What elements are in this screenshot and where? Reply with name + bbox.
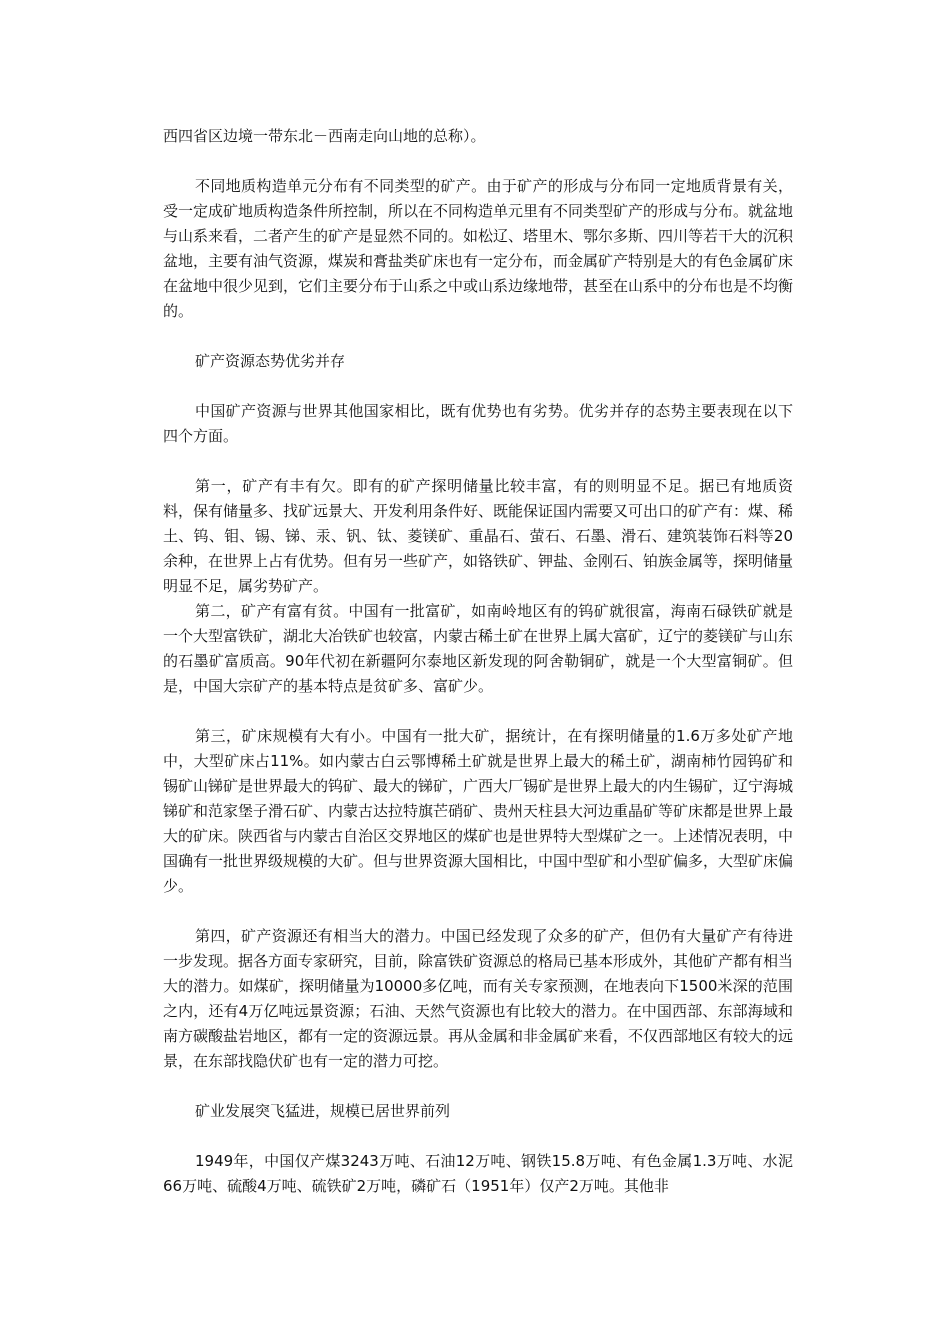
paragraph-gap bbox=[163, 1074, 793, 1099]
paragraph-gap bbox=[163, 1124, 793, 1149]
paragraph-fourth-point: 第四，矿产资源还有相当大的潜力。中国已经发现了众多的矿产，但仍有大量矿产有待进一步发现。据各方面专家研究，目前，除富铁矿资源总的格局已基本形成外，其他矿产都有相当大的潜力。如煤矿，探明储量为10000多亿吨，而有关专家预测，在地表向下1500米深的范围之内，还有4万亿吨远景资源；石油、天然气资源也有比较大的潜力。在中国西部、东部海域和南方碳酸盐岩地区，都有一定的资源远景。再从金属和非金属矿来看，不仅西部地区有较大的远景，在东部找隐伏矿也有一定的潜力可挖。 bbox=[163, 927, 794, 1070]
paragraph-gap bbox=[163, 449, 793, 474]
section-heading-mining: 矿业发展突飞猛进，规模已居世界前列 bbox=[195, 1102, 451, 1120]
paragraph-gap bbox=[163, 699, 793, 724]
paragraph-third-point: 第三，矿床规模有大有小。中国有一批大矿，据统计，在有探明储量的1.6万多处矿产地中，大型矿床占11%。如内蒙古白云鄂博稀土矿就是世界上最大的稀土矿，湖南柿竹园钨矿和锡矿山锑矿是世界最大的钨矿、最大的锑矿，广西大厂锡矿是世界上最大的内生锡矿，辽宁海城锑矿和范家堡子滑石矿、内蒙古达拉特旗芒硝矿、贵州天柱县大河边重晶矿等矿床都是世界上最大的矿床。陕西省与内蒙古自治区交界地区的煤矿也是世界特大型煤矿之一。上述情况表明，中国确有一批世界级规模的大矿。但与世界资源大国相比，中国中型矿和小型矿偏多，大型矿床偏少。 bbox=[163, 727, 794, 895]
paragraph-gap bbox=[163, 899, 793, 924]
paragraph-overview: 中国矿产资源与世界其他国家相比，既有优势也有劣势。优劣并存的态势主要表现在以下四个方面。 bbox=[163, 402, 793, 445]
paragraph-gap bbox=[163, 374, 793, 399]
paragraph-second-point: 第二，矿产有富有贫。中国有一批富矿，如南岭地区有的钨矿就很富，海南石碌铁矿就是一个大型富铁矿，湖北大冶铁矿也较富，内蒙古稀土矿在世界上属大富矿，辽宁的菱镁矿与山东的石墨矿富质高。90年代初在新疆阿尔泰地区新发现的阿舍勒铜矿，就是一个大型富铜矿。但是，中国大宗矿产的基本特点是贫矿多、富矿少。 bbox=[163, 602, 794, 695]
paragraph-1949-output: 1949年，中国仅产煤3243万吨、石油12万吨、钢铁15.8万吨、有色金属1.3万吨、水泥66万吨、硫酸4万吨、硫铁矿2万吨，磷矿石（1951年）仅产2万吨。其他非 bbox=[163, 1152, 793, 1195]
document-body bbox=[163, 124, 793, 1199]
paragraph-geologic-units: 不同地质构造单元分布有不同类型的矿产。由于矿产的形成与分布同一定地质背景有关，受一定成矿地质构造条件所控制，所以在不同构造单元里有不同类型矿产的形成与分布。就盆地与山系来看，二者产生的矿产是显然不同的。如松辽、塔里木、鄂尔多斯、四川等若干大的沉积盆地，主要有油气资源，煤炭和膏盐类矿床也有一定分布，而金属矿产特别是大的有色金属矿床在盆地中很少见到，它们主要分布于山系之中或山系边缘地带，甚至在山系中的分布也是不均衡的。 bbox=[163, 177, 794, 320]
paragraph-gap bbox=[163, 149, 793, 174]
paragraph-continuation: 西四省区边境一带东北－西南走向山地的总称）。 bbox=[163, 127, 486, 145]
paragraph-first-point: 第一，矿产有丰有欠。即有的矿产探明储量比较丰富，有的则明显不足。据已有地质资料，保有储量多、找矿远景大、开发利用条件好、既能保证国内需要又可出口的矿产有：煤、稀土、钨、钼、锡、锑、汞、钒、钛、菱镁矿、重晶石、萤石、石墨、滑石、建筑装饰石料等20余种，在世界上占有优势。但有另一些矿产，如铬铁矿、钾盐、金刚石、铂族金属等，探明储量明显不足，属劣势矿产。 bbox=[163, 477, 794, 595]
section-heading-resources: 矿产资源态势优劣并存 bbox=[195, 352, 346, 370]
paragraph-gap bbox=[163, 324, 793, 349]
